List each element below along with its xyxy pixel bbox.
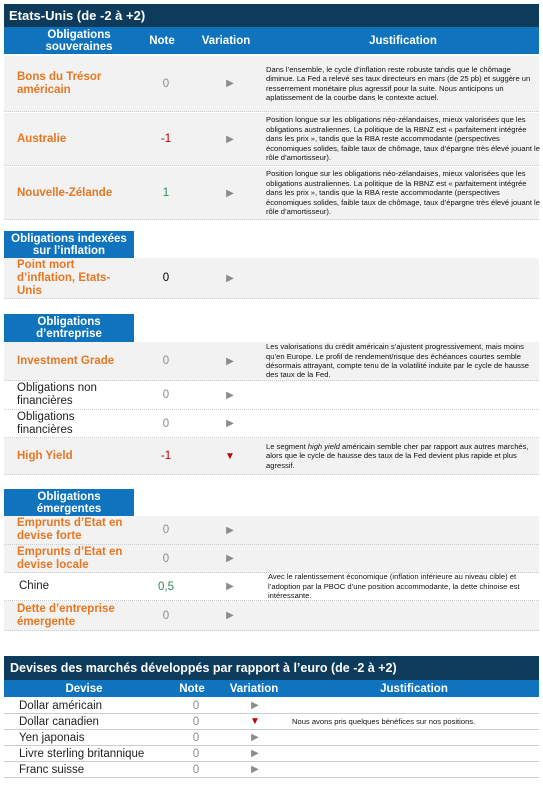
currency-name: Dollar canadien	[19, 715, 99, 728]
currency-name: Dollar américain	[19, 699, 103, 712]
arrow-right-icon: ▶	[226, 355, 234, 367]
table-row	[4, 342, 539, 381]
table-row	[4, 573, 539, 601]
arrow-right-icon: ▶	[251, 764, 259, 775]
justification-text: Le segment	[266, 441, 308, 451]
arrow-right-icon: ▶	[226, 581, 234, 592]
currency-note: 0	[192, 731, 200, 744]
section-header-corporate	[4, 314, 134, 342]
arrow-right-icon: ▶	[251, 700, 259, 711]
row-note: 0	[162, 417, 170, 430]
section-header-label: Obligations d’entreprise	[36, 316, 102, 340]
arrow-right-icon: ▶	[226, 187, 234, 199]
arrow-right-icon: ▶	[226, 418, 234, 429]
row-justification: Dans l’ensemble, le cycle d’inflation reste robuste tandis que le chômage diminue. La Fed a relevé ses taux directeurs en mars (de 25 pb) et suggère un resserrement monétaire plus agressif pour la suite. Nous anticipons un aplatissement de la courbe dans le contexte actuel.	[266, 64, 531, 102]
row-name: High Yield	[17, 449, 73, 462]
currency-name: Franc suisse	[19, 763, 85, 776]
arrow-right-icon: ▶	[226, 272, 234, 284]
table-row	[4, 601, 539, 631]
row-note: 0,5	[158, 580, 174, 593]
currency-row	[4, 714, 539, 730]
table-row	[4, 113, 539, 166]
row-name: Chine	[19, 580, 50, 592]
arrow-right-icon: ▶	[226, 389, 234, 401]
row-name: Bons du Trésor américain	[17, 70, 102, 96]
arrow-right-icon: ▶	[251, 748, 259, 759]
table-row	[4, 545, 539, 573]
row-note: -1	[160, 450, 172, 462]
currency-row	[4, 762, 539, 778]
row-justification: Position longue sur les obligations néo-zélandaises, mieux valorisées que les obligations australiennes. La politique de la RBNZ est « parfaitement intégrée dans les prix », tandis que la RBA reste accommodante (perspectives économiques solides, faible taux de chômage, taux d’épargne très élevé jouant le rôle d’amortisseur).	[266, 169, 540, 217]
row-note: 0	[162, 272, 170, 284]
row-note: 0	[162, 355, 170, 367]
arrow-down-icon: ▼	[225, 450, 235, 462]
row-name: Obligations financières	[17, 410, 75, 436]
section-header-label: Obligations indexées sur l’inflation	[11, 232, 127, 257]
arrow-right-icon: ▶	[226, 553, 234, 564]
row-name: Australie	[17, 132, 67, 145]
currencies-title-bar	[4, 656, 539, 680]
header-variation: Variation	[201, 34, 251, 47]
header-note: Note	[149, 34, 175, 47]
row-name: Emprunts d’Etat en devise forte	[17, 517, 123, 542]
table-row	[4, 258, 539, 299]
justification-emphasis: high yield	[307, 441, 340, 451]
table-row	[4, 410, 539, 438]
currency-note: 0	[192, 699, 200, 712]
currency-note: 0	[192, 715, 200, 728]
table-row	[4, 381, 539, 410]
row-note: -1	[160, 133, 172, 145]
bonds-header-row	[4, 27, 539, 54]
currency-name: Livre sterling britannique	[19, 747, 145, 760]
arrow-right-icon: ▶	[226, 610, 234, 621]
row-justification: Position longue sur les obligations néo-zélandaises, mieux valorisées que les obligations australiennes. La politique de la RBNZ est « parfaitement intégrée dans les prix », tandis que la RBA reste accommodante (perspectives économiques solides, faible taux de chômage, taux d’épargne très élevé jouant le rôle d’amortisseur).	[266, 115, 540, 163]
currency-note: 0	[192, 763, 200, 776]
row-note: 0	[162, 389, 170, 401]
row-name: Nouvelle-Zélande	[17, 186, 113, 199]
row-note: 0	[162, 609, 170, 622]
currency-note: 0	[192, 747, 200, 760]
row-note: 0	[162, 552, 170, 565]
row-name: Point mort d’inflation, Etats-Unis	[17, 258, 111, 297]
table-row	[4, 438, 539, 475]
row-justification	[266, 438, 540, 474]
section-header-emerging	[4, 489, 134, 516]
header-justification: Justification	[380, 682, 448, 695]
currencies-title: Devises des marchés développés par rapport à l’euro (de -2 à +2)	[10, 661, 397, 675]
row-note: 0	[162, 524, 170, 536]
arrow-down-icon: ▼	[250, 716, 260, 727]
row-note: 0	[162, 77, 170, 90]
bonds-title-bar	[4, 4, 539, 27]
header-variation: Variation	[229, 682, 279, 695]
justification-text: américain semble cher par rapport aux autres marchés, alors que le cycle de hausse des taux de la Fed devient plus rapide et plus agressif.	[266, 441, 529, 470]
table-row	[4, 516, 539, 545]
currency-row	[4, 730, 539, 746]
arrow-right-icon: ▶	[251, 732, 259, 743]
header-justification: Justification	[369, 34, 437, 47]
section-header-inflation	[4, 231, 134, 258]
row-justification: Avec le ralentissement économique (inflation inférieure au niveau cible) et l’adoption par la PBOC d’une position accommodante, la dette chinoise est intéressante.	[268, 572, 520, 601]
arrow-right-icon: ▶	[226, 133, 234, 145]
row-note: 1	[162, 187, 170, 199]
currency-justification: Nous avons pris quelques bénéfices sur nos positions.	[292, 717, 476, 726]
header-category: Obligations souveraines	[45, 28, 113, 53]
section-header-label: Obligations émergentes	[36, 490, 102, 515]
row-name: Investment Grade	[17, 354, 115, 367]
row-name: Obligations non financières	[17, 382, 97, 407]
arrow-right-icon: ▶	[226, 524, 234, 536]
table-row	[4, 167, 539, 220]
row-justification: Les valorisations du crédit américain s’ajustent progressivement, mais moins qu’en Europe. Le profil de rendement/risque des échéances courtes semble désormais attrayant, compte tenu de la volatilité induite par le cycle de hausse des taux de la Fed.	[266, 342, 529, 380]
currencies-header-row	[4, 680, 539, 697]
currency-name: Yen japonais	[19, 731, 85, 744]
currency-row	[4, 698, 539, 714]
header-note: Note	[179, 682, 205, 695]
bonds-title: Etats-Unis (de -2 à +2)	[9, 8, 146, 23]
currency-row	[4, 746, 539, 762]
row-name: Emprunts d’Etat en devise locale	[17, 545, 123, 571]
table-row	[4, 56, 539, 112]
header-currency: Devise	[65, 682, 103, 695]
arrow-right-icon: ▶	[226, 78, 234, 89]
row-name: Dette d’entreprise émergente	[17, 602, 115, 628]
